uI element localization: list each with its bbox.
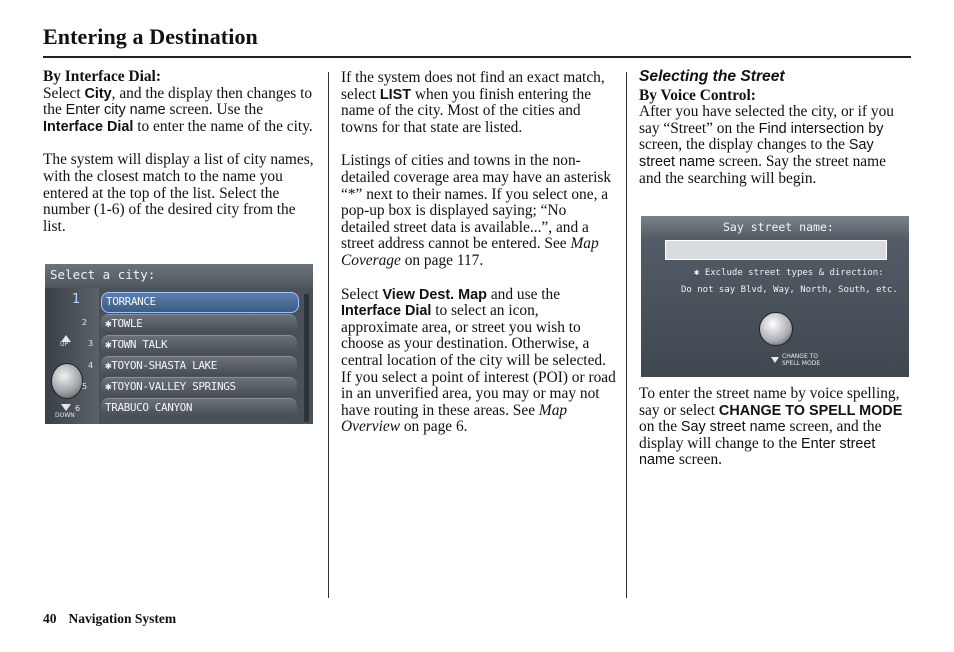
voice-control-heading: By Voice Control: [639, 86, 756, 104]
title-divider [43, 56, 911, 58]
screen-title-bar [45, 264, 313, 288]
city-list-paragraph: The system will display a list of city names, with the closest match to the name you entered at the top of the list. Select the number (1-6) of the desired city from the list. [43, 151, 314, 235]
interface-dial-icon [51, 363, 83, 399]
down-arrow-icon [771, 357, 779, 363]
column-divider [626, 72, 627, 598]
row-number: 3 [88, 339, 94, 348]
interface-dial-heading: By Interface Dial: [43, 68, 161, 85]
street-name-field[interactable] [665, 240, 887, 260]
up-label: UP [60, 341, 69, 348]
select-city-screen [45, 264, 313, 424]
say-street-name-term: Say street name [680, 419, 786, 436]
column-middle [341, 70, 616, 436]
say-street-name-screen [641, 216, 909, 377]
city-row-6[interactable]: TRABUCO CANYON [101, 398, 297, 418]
select-city-title: Select a city: [50, 267, 156, 282]
row-number: 5 [82, 382, 88, 391]
row-number: 4 [88, 361, 94, 370]
column-right-lower [639, 386, 911, 469]
footer-label: Navigation System [68, 611, 177, 626]
interface-dial-paragraph: Select City, and the display then changes to the Enter city name screen. Use the Interface Dial to enter the name of the city. [43, 84, 313, 135]
change-to-spell-mode-button[interactable]: CHANGE TO SPELL MODE [782, 353, 821, 367]
screen-title-bar [641, 216, 909, 238]
column-right [639, 69, 911, 187]
city-row-3[interactable]: ✱TOWN TALK [101, 335, 297, 355]
dial-panel [45, 288, 99, 424]
down-arrow-icon [61, 404, 71, 411]
page-number: 40 [43, 611, 57, 626]
city-row-2[interactable]: ✱TOWLE [101, 314, 297, 334]
interface-dial-term: Interface Dial [43, 118, 134, 135]
exclude-note: ✱ Exclude street types & direction: [694, 268, 884, 278]
view-dest-map-term: View Dest. Map [382, 286, 487, 303]
city-row-4[interactable]: ✱TOYON-SHASTA LAKE [101, 356, 297, 376]
city-row-5[interactable]: ✱TOYON-VALLEY SPRINGS [101, 377, 297, 397]
say-street-name-term: Say street name [639, 137, 874, 170]
page-title: Entering a Destination [43, 24, 258, 49]
row-number: 6 [75, 404, 81, 413]
city-row-1[interactable]: TORRANCE [101, 292, 299, 313]
column-divider [328, 72, 329, 598]
do-not-say-note: Do not say Blvd, Way, North, South, etc. [681, 285, 898, 295]
column-left [43, 69, 318, 235]
enter-street-name-term: Enter street name [639, 435, 876, 469]
row-number: 1 [72, 292, 81, 307]
list-paragraph: If the system does not find an exact match, select LIST when you finish entering the name of the city. Most of the cities and towns for that state are listed. [341, 69, 605, 136]
interface-dial-icon [759, 312, 793, 346]
say-street-name-title: Say street name: [723, 220, 834, 234]
find-intersection-term: Find intersection by [758, 120, 884, 137]
enter-city-name-term: Enter city name [65, 102, 166, 119]
asterisk-paragraph: Listings of cities and towns in the non-detailed coverage area may have an asterisk “*” next to their names. If you select one, a pop-up box is displayed saying; “No detailed street data is available...”, and a street address cannot be entered. See Map Coverage on page 117. [341, 152, 612, 269]
voice-control-paragraph: After you have selected the city, or if you say “Street” on the Find intersection by screen, the display changes to the Say street name screen. Say the street name and the searching will begin. [639, 103, 894, 187]
interface-dial-term: Interface Dial [341, 303, 432, 320]
page-footer [43, 611, 176, 627]
view-dest-map-paragraph: Select View Dest. Map and use the Interface Dial to select an icon, approximate area, or street you wish to choose as your destination. Otherwise, a central location of the city will be selected. If you select a point of interest (POI) or road in an unverified area, you may or may not have routing in these areas. See Map Overview on page 6. [341, 285, 616, 436]
selecting-street-heading: Selecting the Street [639, 68, 785, 85]
map-overview-ref: Map Overview [341, 401, 568, 436]
list-term: LIST [379, 86, 412, 103]
city-term: City [84, 85, 112, 102]
change-to-spell-mode-term: CHANGE TO SPELL MODE [718, 402, 903, 419]
down-label: DOWN [55, 412, 75, 419]
row-number: 2 [82, 318, 88, 327]
spell-mode-paragraph: To enter the street name by voice spelling, say or select CHANGE TO SPELL MODE on the Say street name screen, and the display will change to the Enter street name screen. [639, 385, 903, 469]
scrollbar[interactable] [304, 294, 309, 422]
map-coverage-ref: Map Coverage [341, 235, 599, 269]
